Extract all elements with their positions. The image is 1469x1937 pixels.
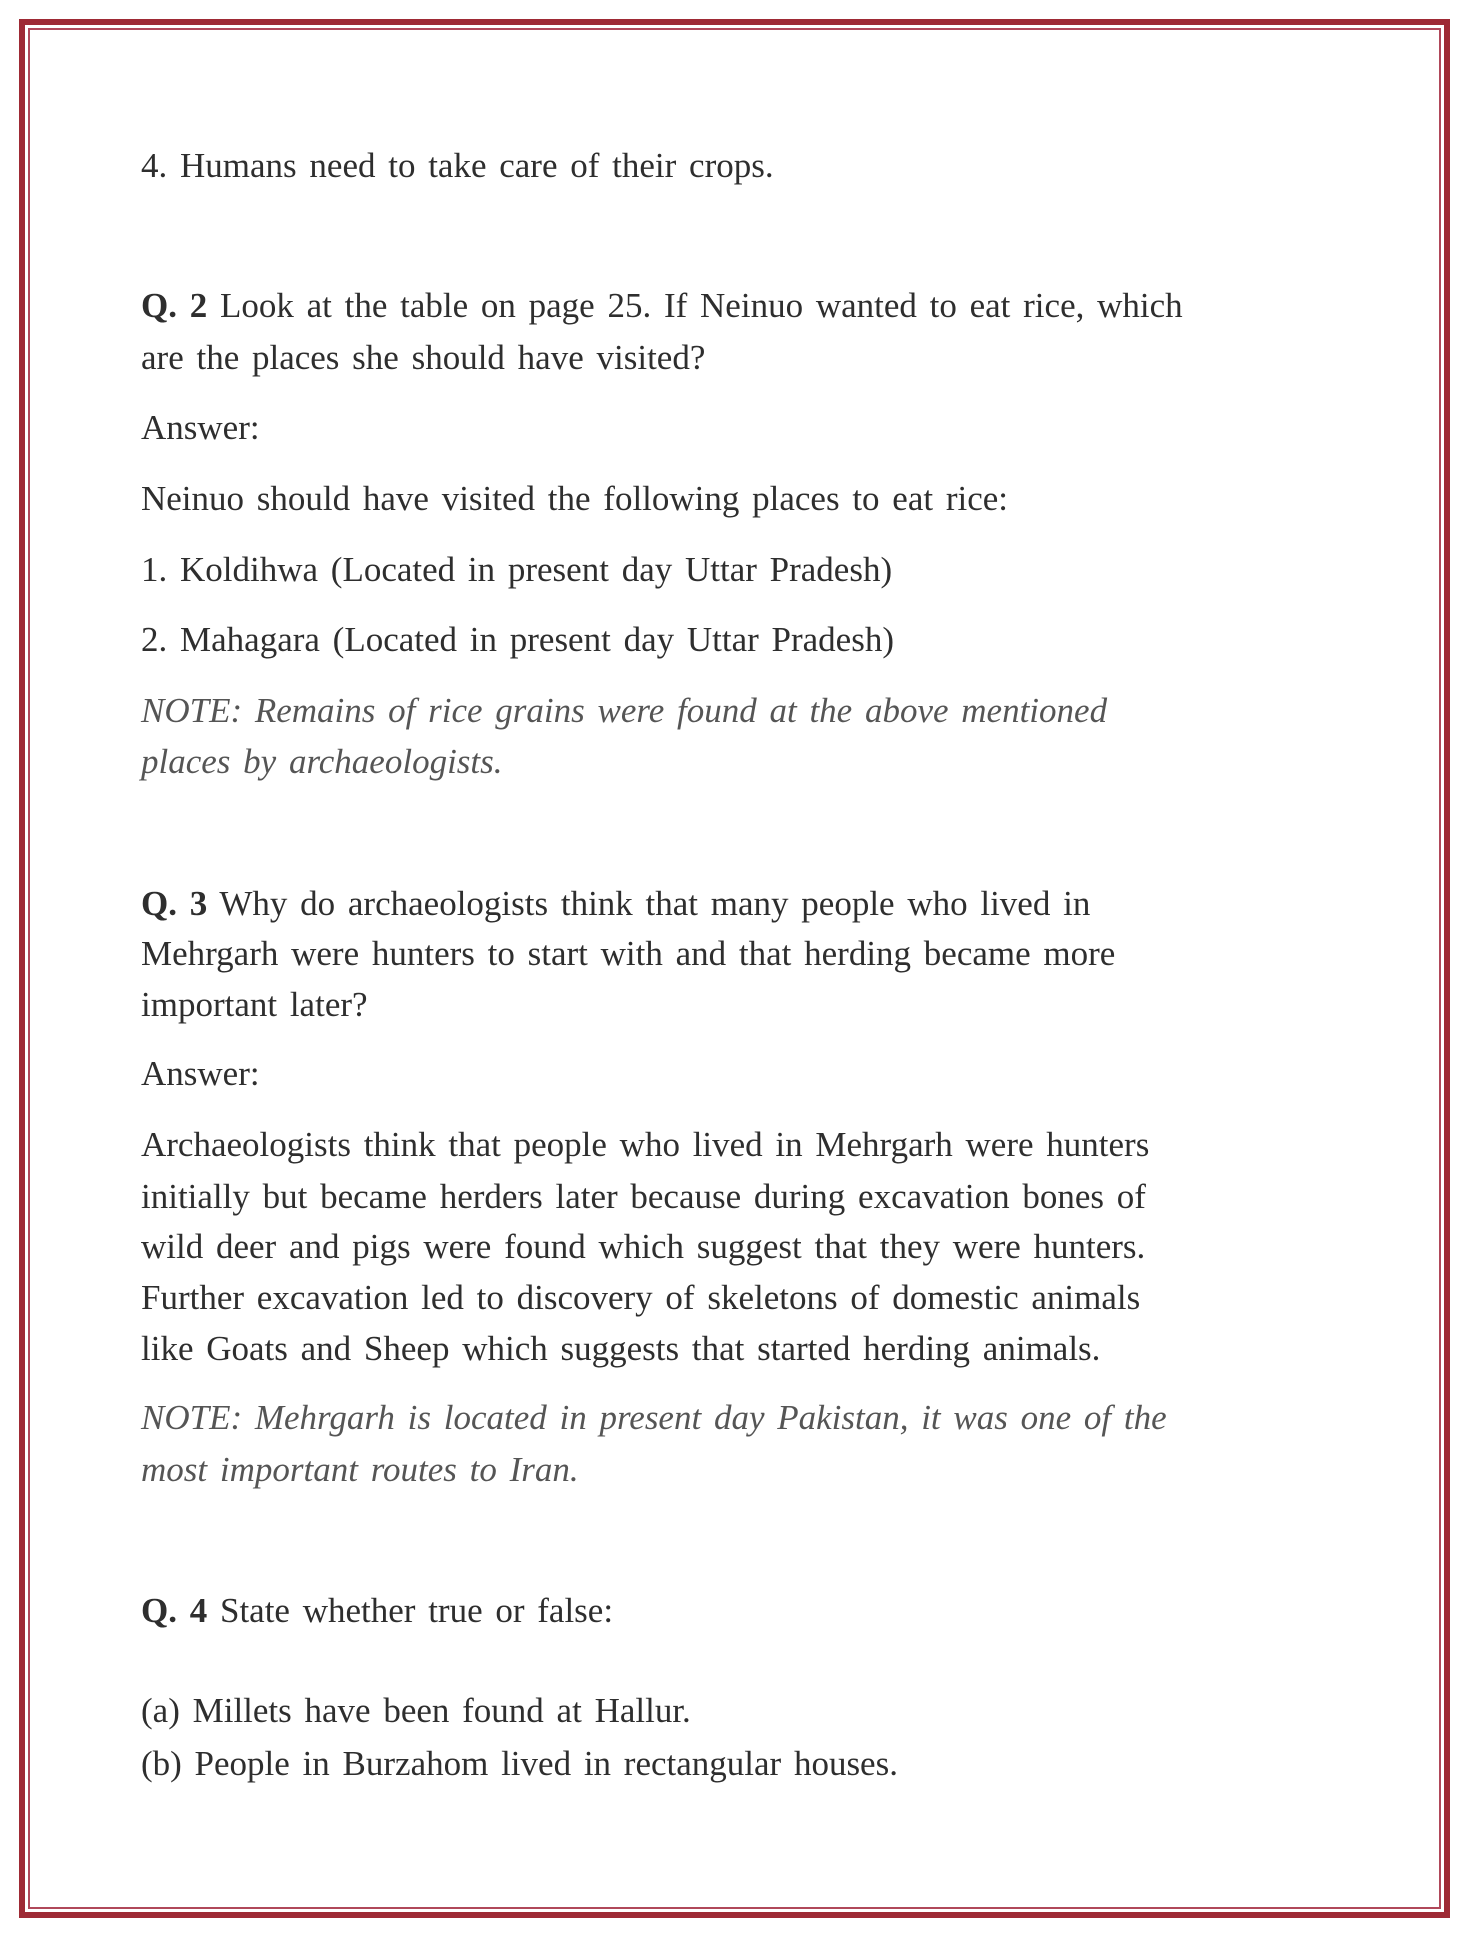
q3-label: Q. 3 — [141, 884, 208, 923]
q3-note-line-1: NOTE: Mehrgarh is located in present day Pakistan, it was one of the — [141, 1398, 1167, 1437]
q3-note-line-2: most important routes to Iran. — [141, 1450, 579, 1489]
q3-answer-label: Answer: — [141, 1054, 260, 1093]
q3-question-line-1 — [141, 878, 1090, 929]
q2-answer-item-2: 2. Mahagara (Located in present day Uttar Pradesh) — [141, 620, 894, 659]
q4-item-b: (b) People in Burzahom lived in rectangular houses. — [141, 1744, 898, 1783]
q3-answer-line-3: wild deer and pigs were found which suggest that they were hunters. — [141, 1227, 1146, 1266]
q2-note-line-2: places by archaeologists. — [141, 742, 503, 781]
q3-answer-line-1: Archaeologists think that people who lived in Mehrgarh were hunters — [141, 1125, 1150, 1164]
q2-note-line-1: NOTE: Remains of rice grains were found at the above mentioned — [141, 691, 1108, 730]
q3-question-line-2: Mehrgarh were hunters to start with and that herding became more — [141, 934, 1116, 973]
q4-item-a: (a) Millets have been found at Hallur. — [141, 1691, 691, 1730]
q2-answer-label: Answer: — [141, 408, 260, 447]
q2-question-line-1 — [141, 280, 1183, 331]
q2-answer-item-1: 1. Koldihwa (Located in present day Uttar Pradesh) — [141, 550, 893, 589]
q4-label: Q. 4 — [141, 1591, 208, 1630]
q3-answer-line-5: like Goats and Sheep which suggests that started herding animals. — [141, 1329, 1101, 1368]
q3-answer-line-4: Further excavation led to discovery of skeletons of domestic animals — [141, 1278, 1141, 1317]
q2-answer-line: Neinuo should have visited the following places to eat rice: — [141, 479, 1009, 518]
q2-label: Q. 2 — [141, 286, 208, 325]
q3-question-line-3: important later? — [141, 985, 368, 1024]
intro-line: 4. Humans need to take care of their crops. — [141, 146, 774, 185]
q3-text: Why do archaeologists think that many people who lived in — [219, 884, 1091, 923]
q4-question — [141, 1585, 613, 1636]
q2-question-line-2: are the places she should have visited? — [141, 338, 706, 377]
q2-text: Look at the table on page 25. If Neinuo wanted to eat rice, which — [219, 286, 1183, 325]
q4-text: State whether true or false: — [219, 1591, 614, 1630]
q3-answer-line-2: initially but became herders later because during excavation bones of — [141, 1177, 1146, 1216]
